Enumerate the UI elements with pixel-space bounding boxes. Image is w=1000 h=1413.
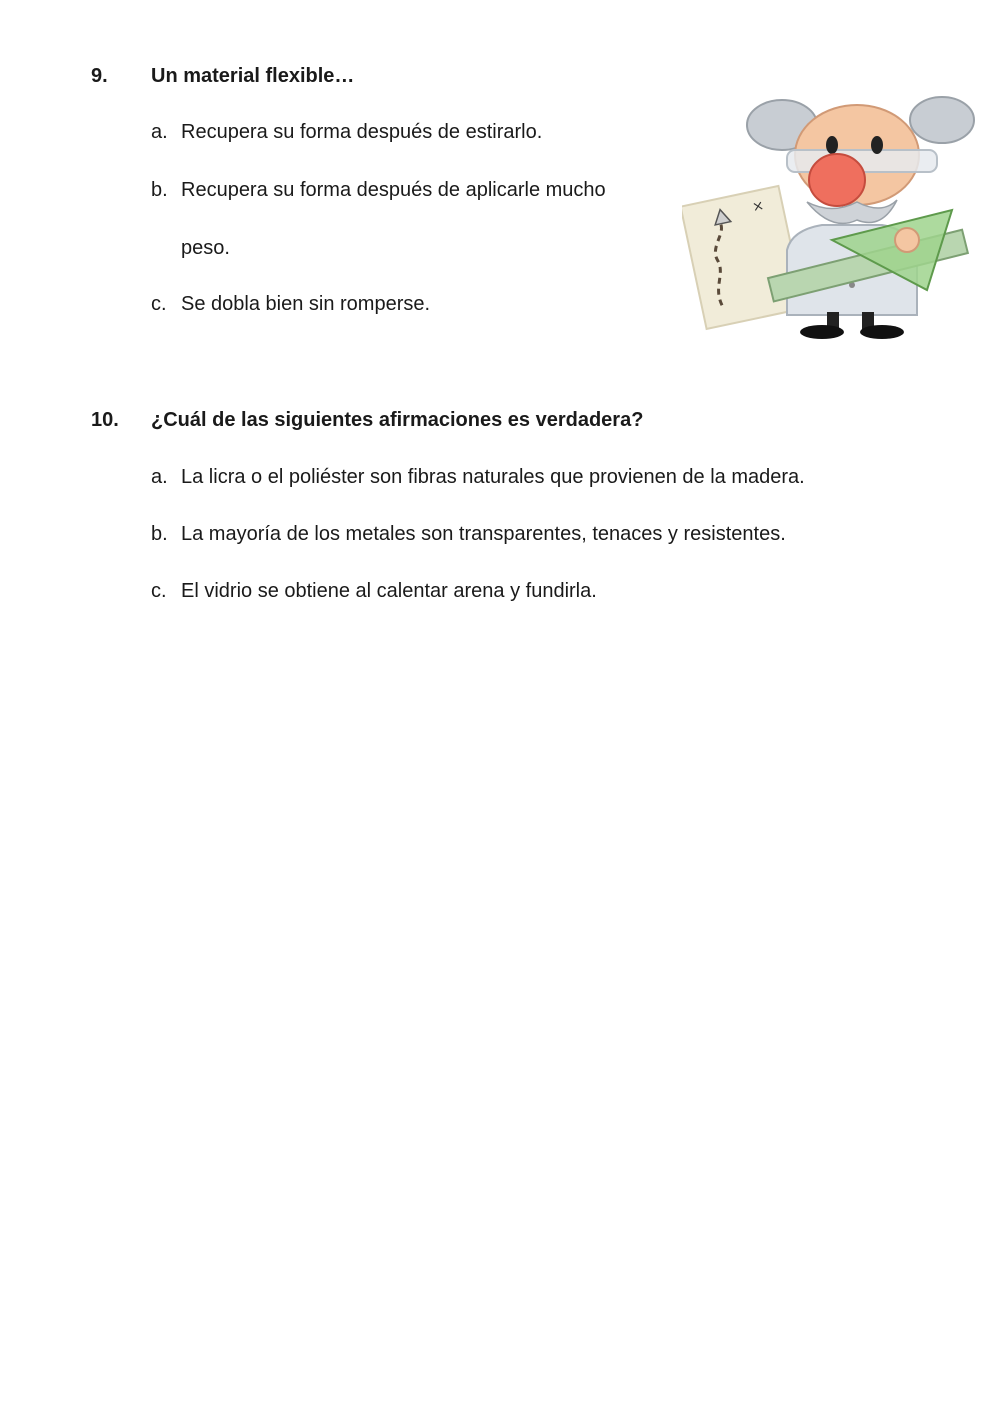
option-text: El vidrio se obtiene al calentar arena y fundirla.	[181, 580, 597, 602]
option-text: La mayoría de los metales son transparentes, tenaces y resistentes.	[181, 523, 786, 545]
option-text: Recupera su forma después de aplicarle mucho	[181, 179, 606, 201]
option-letter: a.	[151, 121, 168, 143]
option-letter: b.	[151, 523, 168, 545]
question-text: Un material flexible…	[151, 65, 355, 87]
question-number: 9.	[91, 65, 108, 87]
question-text: ¿Cuál de las siguientes afirmaciones es verdadera?	[151, 409, 644, 431]
option-letter: c.	[151, 293, 167, 315]
option-letter: b.	[151, 179, 168, 201]
question-number: 10.	[91, 409, 119, 431]
option-text: Se dobla bien sin romperse.	[181, 293, 431, 315]
option-text: Recupera su forma después de estirarlo.	[181, 121, 543, 143]
option-text-continuation: peso.	[181, 237, 230, 259]
svg-text:×: ×	[750, 197, 766, 216]
option-letter: c.	[151, 580, 167, 602]
scientist-icon	[682, 90, 977, 340]
option-letter: a.	[151, 466, 168, 488]
option-text: La licra o el poliéster son fibras naturales que provienen de la madera.	[181, 466, 805, 488]
